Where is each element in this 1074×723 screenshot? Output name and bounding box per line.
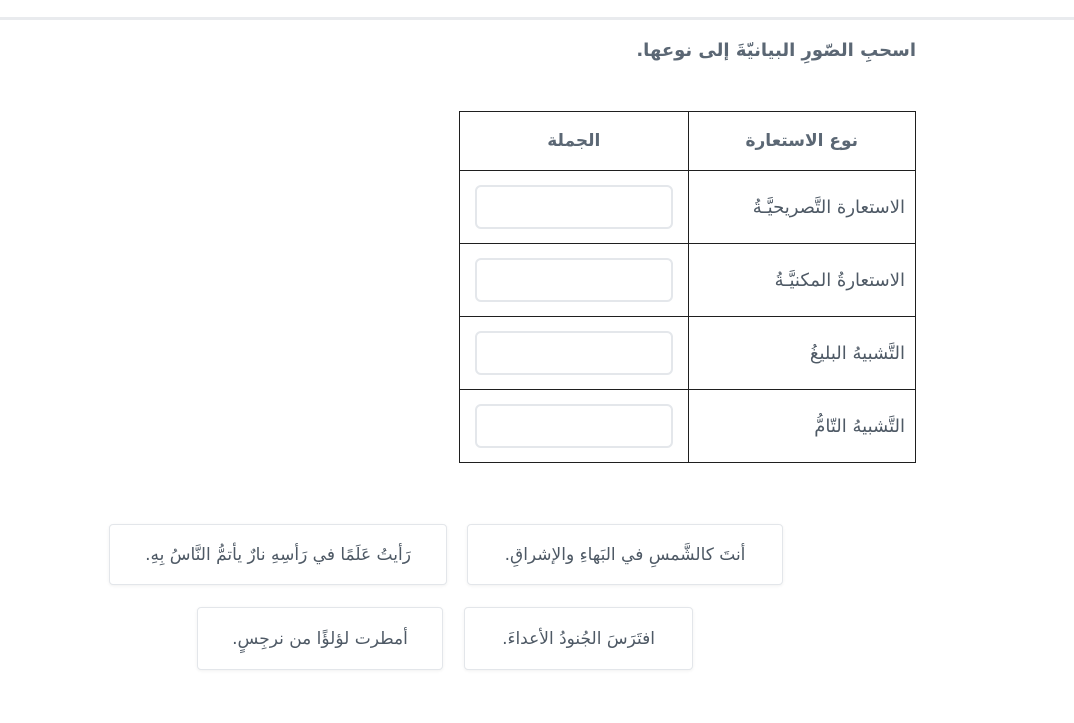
drop-cell <box>460 317 689 390</box>
table-header-row <box>460 112 916 171</box>
type-label-complete-simile: التَّشبيهُ التّامُّ <box>688 390 915 463</box>
header-sentence: الجملة <box>460 112 689 171</box>
draggable-answer-chip[interactable]: رَأيتُ عَلَمًا في رَأسِهِ نارٌ يأتمُّ النَّاسُ بِهِ. <box>109 524 447 585</box>
draggable-answer-chip[interactable]: أمطرت لؤلؤًا من نرجِسٍ. <box>197 607 443 670</box>
drop-cell <box>460 390 689 463</box>
type-label-explicit-metaphor: الاستعارة التَّصريحيَّـةُ <box>688 171 915 244</box>
drop-zone-complete-simile[interactable] <box>475 404 673 448</box>
table-row <box>460 317 916 390</box>
top-divider <box>0 17 1074 20</box>
drop-zone-eloquent-simile[interactable] <box>475 331 673 375</box>
table-row <box>460 171 916 244</box>
drop-cell <box>460 171 689 244</box>
drop-zone-explicit-metaphor[interactable] <box>475 185 673 229</box>
drop-zone-implicit-metaphor[interactable] <box>475 258 673 302</box>
type-label-eloquent-simile: التَّشبيهُ البليغُ <box>688 317 915 390</box>
table-row <box>460 244 916 317</box>
type-label-implicit-metaphor: الاستعارةُ المكنيَّـةُ <box>688 244 915 317</box>
draggable-answer-chip[interactable]: افتَرَسَ الجُنودُ الأعداءَ. <box>464 607 693 670</box>
header-metaphor-type: نوع الاستعارة <box>688 112 915 171</box>
matching-table <box>459 111 916 463</box>
table-row <box>460 390 916 463</box>
draggable-answer-chip[interactable]: أنتَ كالشَّمسِ في البَهاءِ والإشراقِ. <box>467 524 783 585</box>
drop-cell <box>460 244 689 317</box>
question-instruction: اسحبِ الصّورِ البيانيّةَ إلى نوعها. <box>636 40 916 61</box>
